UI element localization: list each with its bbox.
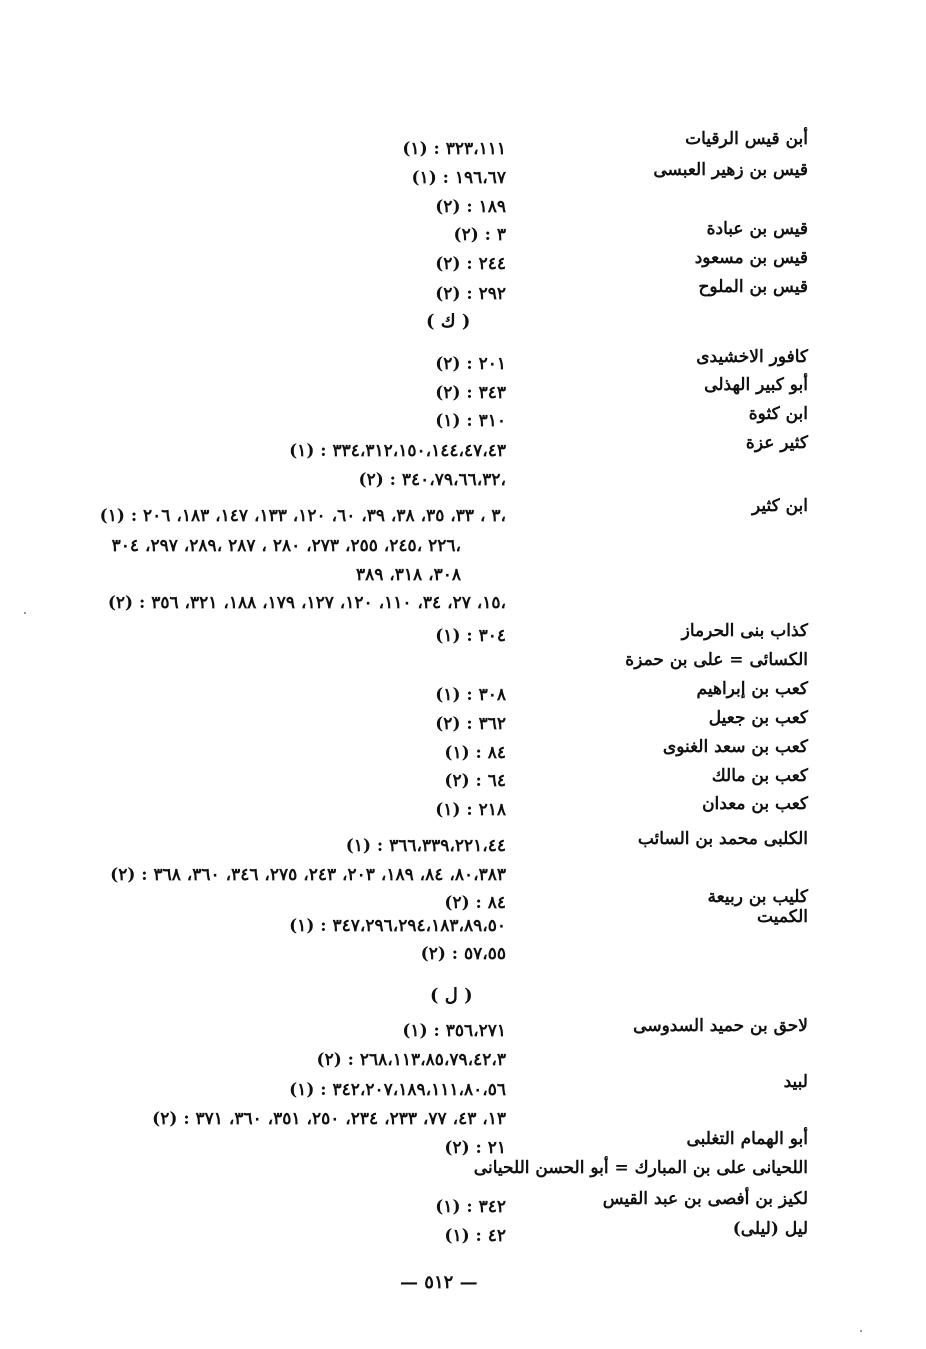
index-entry-reference: (٢) : ٢٤٤: [435, 254, 506, 274]
index-entry-name: الكميت: [757, 907, 808, 927]
index-entry-reference: (١) : ٣١٠: [435, 411, 506, 431]
index-entry-name: قيس بن الملوح: [698, 277, 808, 297]
index-entry-name: أبو الهمام التغلبى: [686, 1129, 808, 1149]
index-entry-name: كعب بن جعيل: [708, 708, 808, 728]
index-entry-name: اللحيانى على بن المبارك = أبو الحسن اللحيانى: [473, 1158, 808, 1178]
index-entry-name: كعب بن سعد الغنوى: [662, 737, 808, 757]
index-entry-name: كعب بن إبراهيم: [696, 679, 808, 699]
index-entry-name: ابن كثوة: [748, 404, 808, 424]
scan-speck: [860, 1330, 862, 1332]
index-entry-reference: (٢) : ٢٦٨،١١٣،٨٥،٧٩،٤٢،٣: [316, 1050, 506, 1070]
index-entry-reference: (٢) : ٨٤: [444, 893, 506, 913]
index-entry-reference: (١) : ٣٦٦،٣٣٩،٢٢١،٤٤: [345, 836, 506, 856]
index-entry-name: لاحق بن حميد السدوسى: [633, 1016, 808, 1036]
index-entry-reference: (٢) : ٣٦٢: [435, 714, 506, 734]
index-entry-name: لكيز بن أفصى بن عبد القيس: [602, 1189, 808, 1209]
index-entry-reference: (١) : ٣٢٣،١١١: [402, 139, 506, 159]
index-entry-reference: (١) : ٤٢: [444, 1226, 506, 1246]
index-entry-name: كذاب بنى الحرماز: [681, 621, 808, 641]
index-entry-reference-continued: ٣٠٨، ٣١٨، ٣٨٩: [355, 565, 461, 585]
index-entry-reference: (١) : ٣٠٤: [435, 626, 506, 646]
index-entry-name: قيس بن مسعود: [694, 248, 808, 268]
index-entry-reference: (١) : ٣٠٨: [435, 685, 506, 705]
index-entry-reference: (١) : ٢١٨: [435, 800, 506, 820]
page-number: — ٥١٢ —: [400, 1272, 478, 1293]
index-entry-reference: (١) : ١٩٦،٦٧: [411, 168, 506, 188]
index-entry-name: كعب بن معدان: [702, 794, 808, 814]
index-entry-reference: (٢) : ٣٤٣: [435, 383, 506, 403]
index-entry-reference: (٢) : ٢١: [444, 1138, 506, 1158]
index-entry-reference: (٢) : ٣٤٠،٧٩،٦٦،٣٢،: [358, 470, 506, 490]
index-entry-reference: (١) : ٣ ، ٣٣، ٣٥، ٣٨، ٣٩، ٦٠، ١٢٠، ١٣٣، ١٤٧، ١٨٣، ٢٠٦،: [99, 506, 506, 526]
index-entry-name: أبو كبير الهذلى: [704, 375, 808, 395]
index-entry-reference: (١) : ٣٤٧،٢٩٦،٢٩٤،١٨٣،٨٩،٥٠: [289, 916, 506, 936]
index-entry-name: أبن قيس الرقيات: [685, 129, 808, 149]
index-entry-name: كليب بن ربيعة: [707, 887, 808, 907]
index-entry-name: لبيد: [783, 1072, 808, 1092]
index-entry-reference: (١) : ٣٤٢،٢٠٧،١٨٩،١١١،٨٠،٥٦: [289, 1080, 506, 1100]
index-entry-reference: (١) : ٣٤٢: [435, 1197, 506, 1217]
index-entry-reference: (١) : ٨٤: [444, 743, 506, 763]
index-entry-reference-continued: ٢٢٦ ،٢٤٥، ٢٥٥، ٢٧٣، ٢٨٠ ، ٢٨٧ ،٢٨٩، ٢٩٧، ٣٠٤،: [111, 536, 461, 556]
index-entry-reference: (١) : ٣٣٤،٣١٢،١٥٠،١٤٤،٤٧،٤٣: [289, 441, 506, 461]
index-entry-name: كثير عزة: [745, 433, 808, 453]
index-entry-name: ليل (ليلى): [732, 1219, 808, 1239]
index-entry-name: ابن كثير: [751, 496, 808, 516]
index-entry-reference: (٢) : ١٥، ٢٧، ٣٤، ١١٠، ١٢٠، ١٢٧، ١٧٩، ١٨٨، ٣٢١، ٣٥٦،: [107, 593, 506, 613]
index-entry-reference: (٢) : ٨٠،٣٨٣، ٨٤، ١٨٩، ٢٠٣، ٢٤٣، ٢٧٥، ٣٤٦، ٣٦٠، ٣٦٨: [110, 865, 506, 885]
index-entry-name: قيس بن عبادة: [706, 219, 808, 239]
index-entry-reference: (٢) : ٦٤: [444, 771, 506, 791]
section-heading-lam: ( ل ): [430, 985, 473, 1006]
index-entry-name: الكلبى محمد بن السائب: [637, 829, 808, 849]
index-entry-reference: (٢) : ١٨٩: [435, 197, 506, 217]
index-entry-name: قيس بن زهير العبسى: [653, 160, 808, 180]
index-entry-reference: (٢) : ٢٠١: [435, 354, 506, 374]
index-entry-reference: (٢) : ١٣، ٤٣، ٧٧، ٢٣٣، ٢٣٤، ٢٥٠، ٣٥١، ٣٦٠، ٣٧١: [152, 1109, 506, 1129]
index-entry-reference: (٢) : ٥٧،٥٥: [420, 944, 506, 964]
index-entry-name: الكسائى = على بن حمزة: [625, 650, 808, 670]
scan-speck: [24, 612, 26, 614]
index-entry-reference: (١) : ٣٥٦،٢٧١: [402, 1021, 506, 1041]
index-entry-name: كعب بن مالك: [711, 766, 808, 786]
index-entry-reference: (٢) : ٢٩٢: [435, 284, 506, 304]
section-heading-kaf: ( ك ): [426, 311, 471, 332]
index-entry-reference: (٢) : ٣: [453, 225, 506, 245]
index-entry-name: كافور الاخشيدى: [696, 347, 808, 367]
